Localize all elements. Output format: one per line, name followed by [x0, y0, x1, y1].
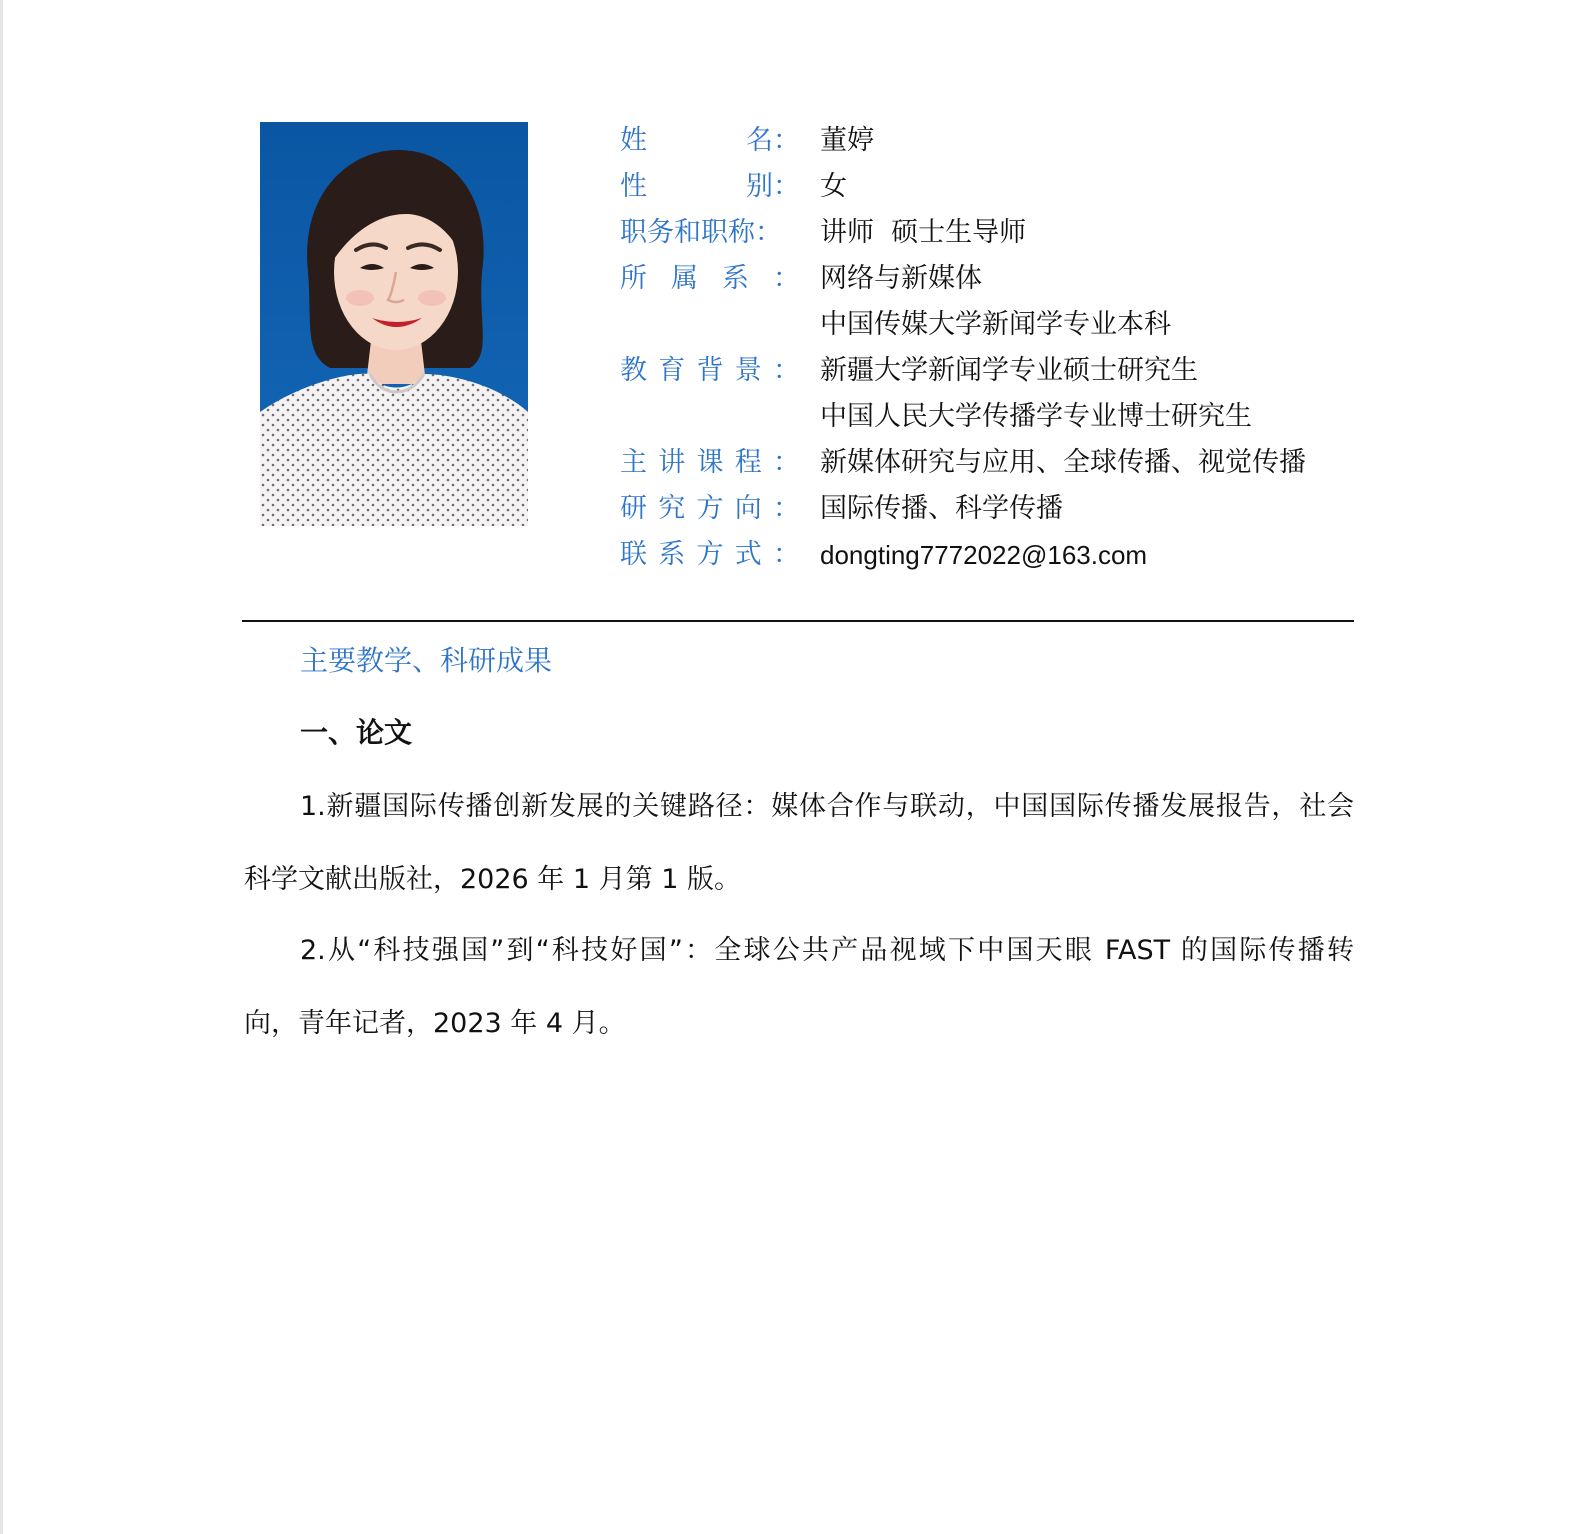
gender-value: 女	[820, 171, 847, 202]
courses-value: 新媒体研究与应用、全球传播、视觉传播	[820, 447, 1306, 478]
courses-label: 主 讲 课 程 ：	[620, 447, 800, 478]
contact-email[interactable]: dongting7772022@163.com	[820, 540, 1148, 570]
department-label: 所 属 系 ：	[620, 263, 800, 294]
research-label: 研 究 方 向 ：	[620, 493, 800, 524]
department-value: 网络与新媒体	[820, 263, 982, 294]
name-label: 姓 名：	[620, 125, 800, 156]
education-value-3: 中国人民大学传播学专业博士研究生	[820, 401, 1252, 432]
education-value-2: 新疆大学新闻学专业硕士研究生	[820, 355, 1198, 386]
profile-row-contact	[620, 532, 1380, 578]
education-value-1: 中国传媒大学新闻学专业本科	[820, 309, 1171, 340]
profile-row-courses	[620, 440, 1380, 486]
research-value: 国际传播、科学传播	[820, 493, 1063, 524]
profile-table	[620, 118, 1380, 578]
paper-item-1-line1: 1.新疆国际传播创新发展的关键路径：媒体合作与联动，中国国际传播发展报告，社会	[300, 791, 1354, 822]
paper-item-1	[244, 770, 1356, 916]
education-label: 教 育 背 景 ：	[620, 355, 800, 386]
profile-row-title	[620, 210, 1380, 256]
page-edge	[0, 0, 3, 1534]
name-value: 董婷	[820, 125, 874, 156]
papers-heading: 一、论文	[300, 716, 413, 749]
profile-row-education-2	[620, 348, 1380, 394]
profile-row-name	[620, 118, 1380, 164]
section-title: 主要教学、科研成果	[300, 644, 553, 677]
profile-row-gender	[620, 164, 1380, 210]
portrait-photo	[260, 122, 528, 526]
title-value: 讲师 硕士生导师	[820, 217, 1027, 248]
section-divider	[242, 620, 1354, 622]
profile-row-research	[620, 486, 1380, 532]
profile-row-department	[620, 256, 1380, 302]
paper-item-1-line2: 科学文献出版社，2026 年 1 月第 1 版。	[244, 864, 741, 895]
profile-row-education-3	[620, 394, 1380, 440]
contact-label: 联 系 方 式 ：	[620, 539, 800, 570]
paper-item-2-line1: 2.从“科技强国”到“科技好国”：全球公共产品视域下中国天眼 FAST 的国际传播转	[300, 935, 1354, 966]
paper-item-2-line2: 向，青年记者，2023 年 4 月。	[244, 1008, 626, 1039]
gender-label: 性 别：	[620, 171, 800, 202]
profile-row-education-1	[620, 302, 1380, 348]
paper-item-2	[244, 914, 1356, 1060]
title-label: 职务和职称：	[620, 217, 782, 248]
